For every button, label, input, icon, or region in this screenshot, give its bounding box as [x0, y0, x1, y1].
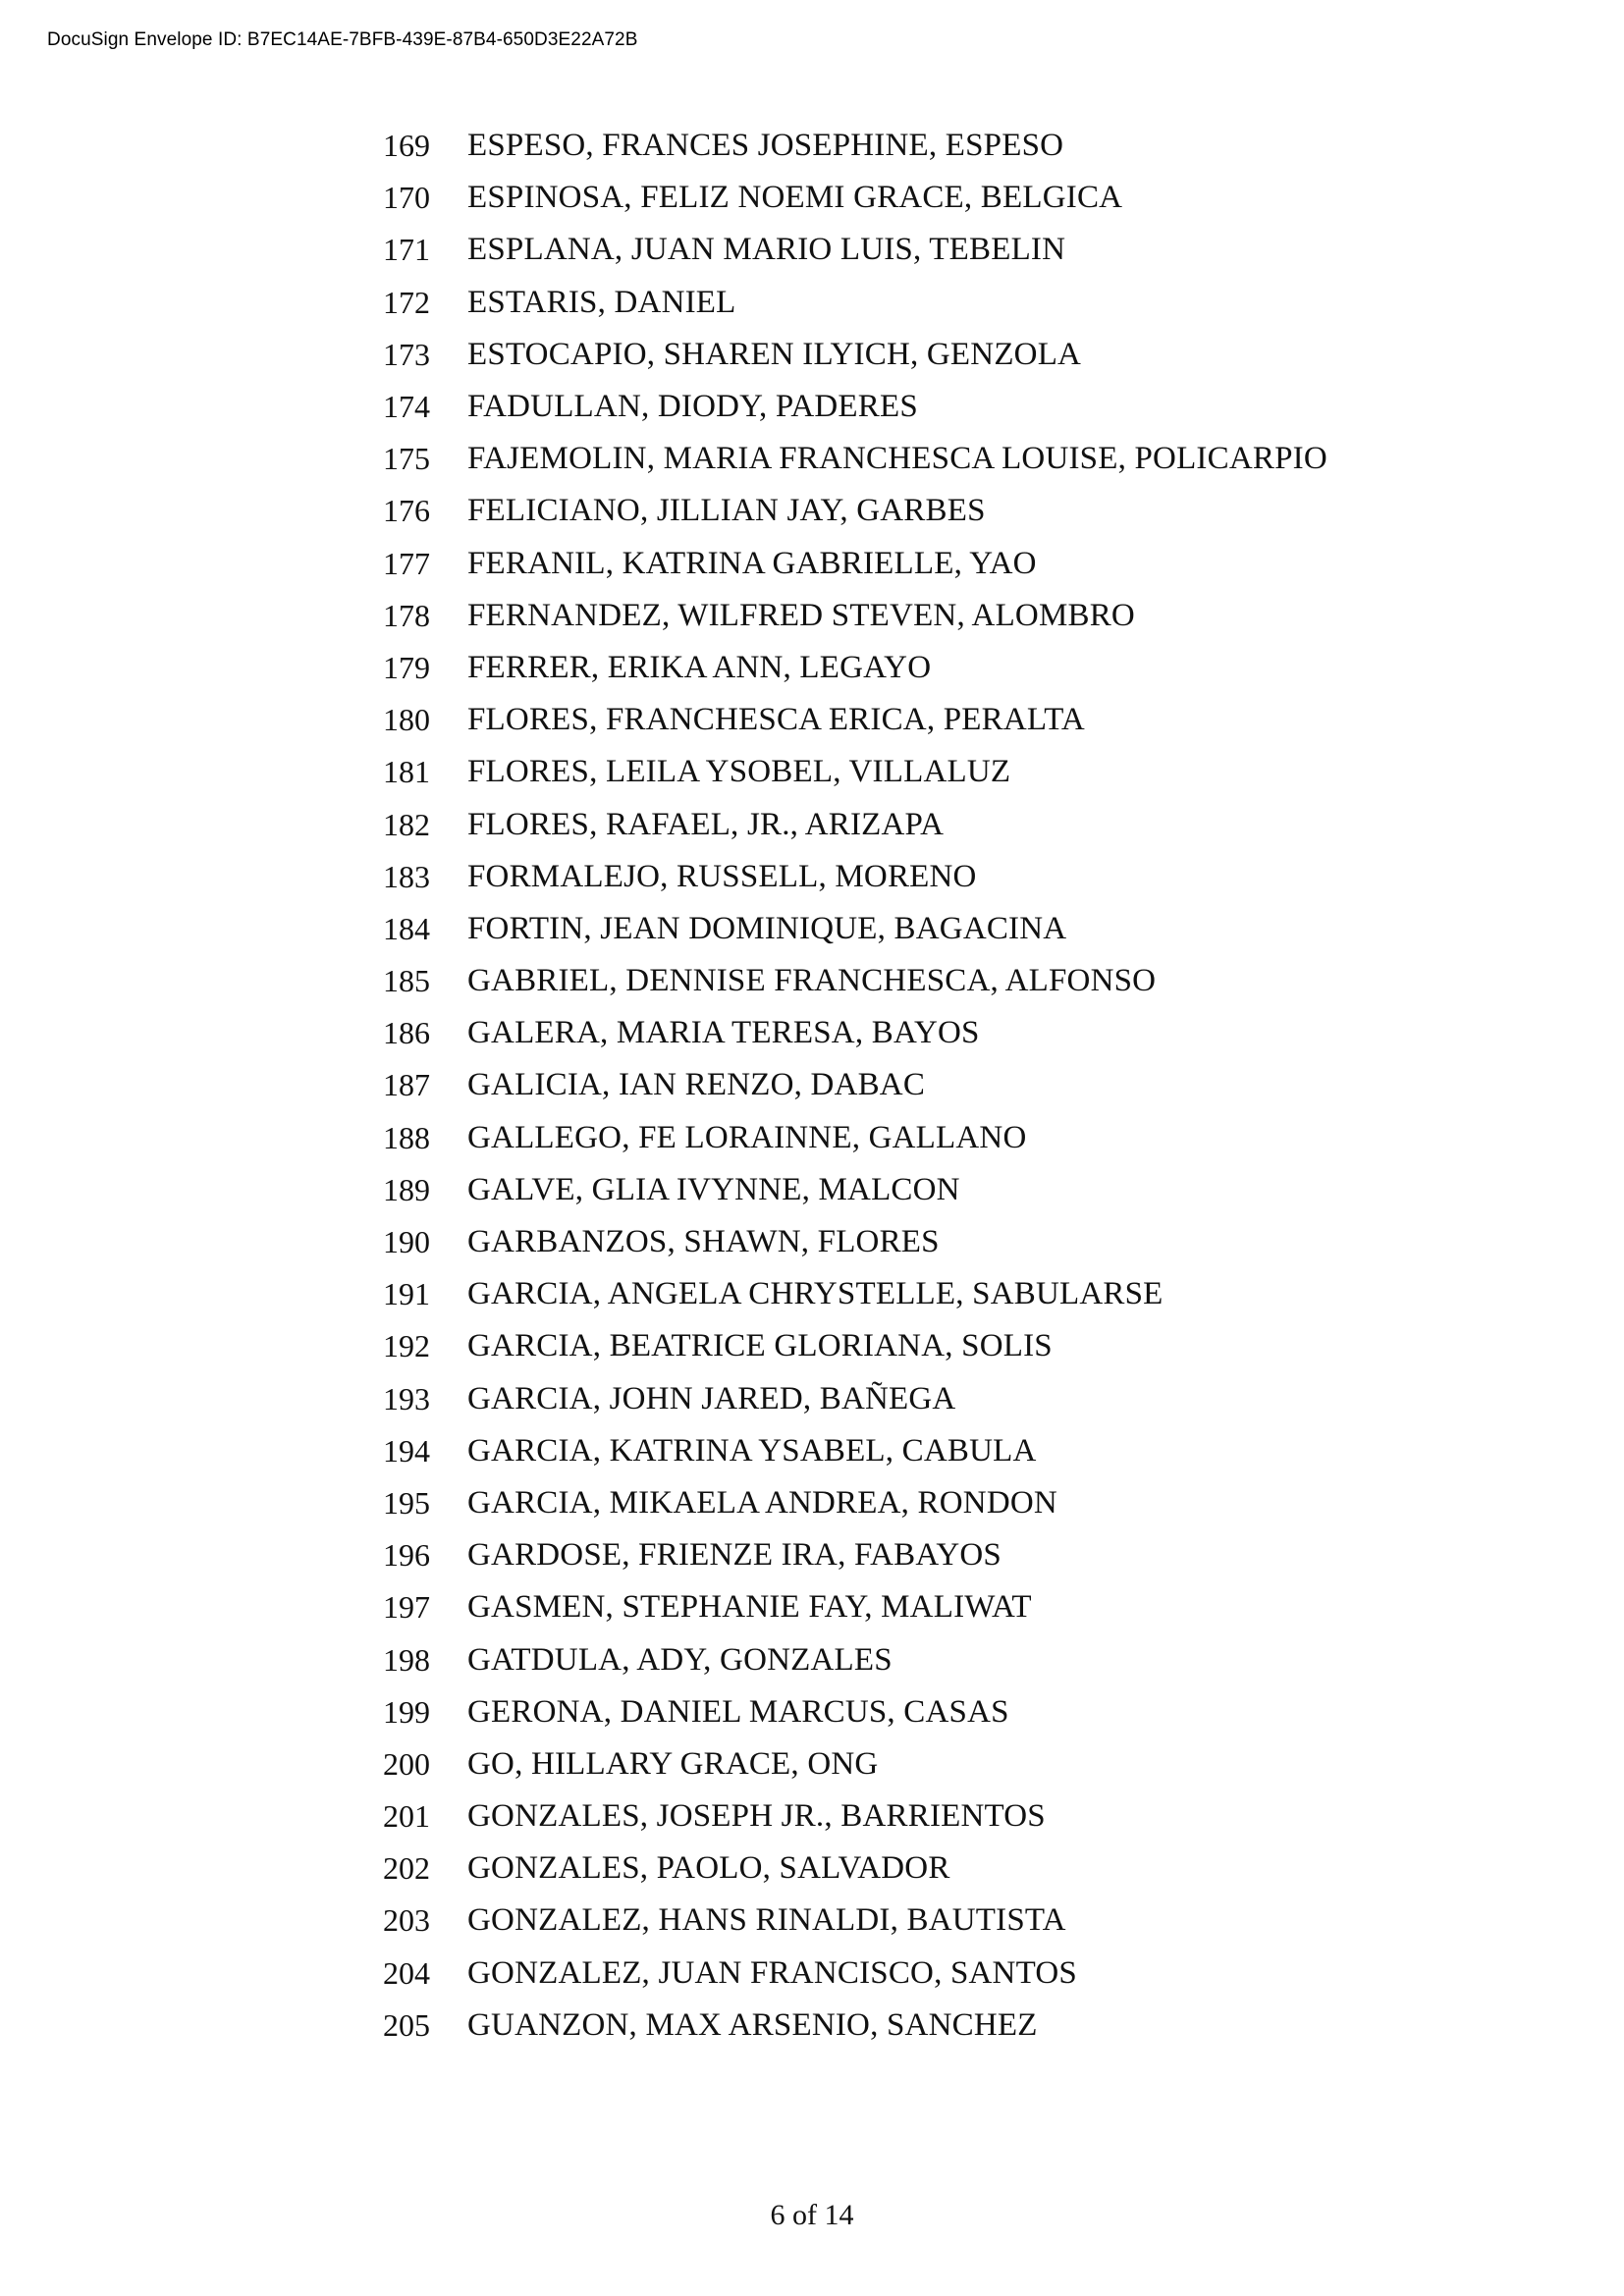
docusign-envelope-id: DocuSign Envelope ID: B7EC14AE-7BFB-439E-87B4-650D3E22A72B [47, 29, 638, 50]
entry-name: FLORES, RAFAEL, JR., ARIZAPA [467, 806, 945, 842]
entry-name: FORMALEJO, RUSSELL, MORENO [467, 858, 977, 894]
list-item [383, 1320, 1327, 1372]
entry-name: FLORES, FRANCHESCA ERICA, PERALTA [467, 702, 1085, 738]
entry-number: 175 [383, 441, 430, 477]
list-item [383, 1895, 1327, 1947]
entry-number: 186 [383, 1015, 430, 1051]
entry-name: GARBANZOS, SHAWN, FLORES [467, 1224, 940, 1260]
entry-name: GASMEN, STEPHANIE FAY, MALIWAT [467, 1589, 1032, 1626]
entry-number: 185 [383, 963, 430, 999]
entry-number: 181 [383, 754, 430, 790]
entry-name: FERANIL, KATRINA GABRIELLE, YAO [467, 545, 1037, 581]
entry-number: 195 [383, 1484, 430, 1521]
list-item [383, 2000, 1327, 2052]
entry-name: GALVE, GLIA IVYNNE, MALCON [467, 1171, 960, 1207]
entry-number: 194 [383, 1432, 430, 1468]
entry-name: FORTIN, JEAN DOMINIQUE, BAGACINA [467, 910, 1067, 946]
list-item [383, 538, 1327, 590]
list-item [383, 1633, 1327, 1685]
list-item [383, 1686, 1327, 1738]
list-item [383, 1842, 1327, 1895]
entry-name: GONZALEZ, HANS RINALDI, BAUTISTA [467, 1902, 1066, 1939]
list-item [383, 1373, 1327, 1425]
list-item [383, 120, 1327, 172]
entry-number: 188 [383, 1119, 430, 1155]
entry-number: 205 [383, 2006, 430, 2043]
list-item [383, 485, 1327, 537]
entry-name: GALLEGO, FE LORAINNE, GALLANO [467, 1119, 1027, 1155]
entry-number: 179 [383, 649, 430, 685]
list-item [383, 1216, 1327, 1268]
entry-number: 196 [383, 1537, 430, 1574]
entry-number: 198 [383, 1641, 430, 1678]
entry-name: GUANZON, MAX ARSENIO, SANCHEZ [467, 2006, 1038, 2043]
entry-name: GONZALEZ, JUAN FRANCISCO, SANTOS [467, 1954, 1077, 1991]
entry-name: GABRIEL, DENNISE FRANCHESCA, ALFONSO [467, 963, 1157, 999]
entry-number: 178 [383, 597, 430, 633]
entry-number: 187 [383, 1067, 430, 1103]
page-number: 6 of 14 [770, 2199, 854, 2231]
entry-name: GALERA, MARIA TERESA, BAYOS [467, 1015, 980, 1051]
entry-name: GARCIA, MIKAELA ANDREA, RONDON [467, 1484, 1057, 1521]
list-item [383, 1477, 1327, 1529]
list-item [383, 1529, 1327, 1581]
entry-name: ESPESO, FRANCES JOSEPHINE, ESPESO [467, 128, 1064, 164]
entry-number: 177 [383, 545, 430, 581]
list-item [383, 172, 1327, 224]
entry-number: 183 [383, 858, 430, 894]
list-item [383, 329, 1327, 381]
list-item [383, 1059, 1327, 1111]
list-item [383, 798, 1327, 850]
list-item [383, 1581, 1327, 1633]
entry-number: 204 [383, 1954, 430, 1991]
entry-name: FLORES, LEILA YSOBEL, VILLALUZ [467, 754, 1011, 790]
entry-number: 182 [383, 806, 430, 842]
entry-name: FELICIANO, JILLIAN JAY, GARBES [467, 493, 986, 529]
entry-name: ESPLANA, JUAN MARIO LUIS, TEBELIN [467, 232, 1066, 268]
entry-number: 203 [383, 1902, 430, 1939]
list-item [383, 224, 1327, 276]
list-item [383, 642, 1327, 694]
entry-name: GARCIA, JOHN JARED, BAÑEGA [467, 1380, 956, 1416]
list-item [383, 955, 1327, 1007]
entry-number: 169 [383, 128, 430, 164]
entry-name: ESTARIS, DANIEL [467, 284, 736, 320]
list-item [383, 1164, 1327, 1216]
entry-number: 193 [383, 1380, 430, 1416]
entry-number: 170 [383, 180, 430, 216]
list-item [383, 1790, 1327, 1842]
list-item [383, 433, 1327, 485]
entry-number: 201 [383, 1798, 430, 1835]
entry-name: FERNANDEZ, WILFRED STEVEN, ALOMBRO [467, 597, 1135, 633]
entry-name: GO, HILLARY GRACE, ONG [467, 1745, 879, 1782]
entry-name: GATDULA, ADY, GONZALES [467, 1641, 893, 1678]
entry-name: FAJEMOLIN, MARIA FRANCHESCA LOUISE, POLICARPIO [467, 441, 1327, 477]
entry-number: 189 [383, 1171, 430, 1207]
entry-number: 192 [383, 1328, 430, 1364]
list-item [383, 1112, 1327, 1164]
list-item [383, 1738, 1327, 1790]
list-item [383, 694, 1327, 746]
entry-number: 173 [383, 336, 430, 372]
entry-number: 172 [383, 284, 430, 320]
list-item [383, 746, 1327, 798]
entry-name: FADULLAN, DIODY, PADERES [467, 389, 918, 425]
entry-name: ESTOCAPIO, SHAREN ILYICH, GENZOLA [467, 336, 1082, 372]
entry-number: 199 [383, 1693, 430, 1730]
entry-name: GONZALES, PAOLO, SALVADOR [467, 1850, 950, 1887]
name-list [383, 120, 1327, 2052]
entry-name: GONZALES, JOSEPH JR., BARRIENTOS [467, 1798, 1046, 1835]
entry-name: FERRER, ERIKA ANN, LEGAYO [467, 649, 932, 685]
entry-name: ESPINOSA, FELIZ NOEMI GRACE, BELGICA [467, 180, 1123, 216]
entry-number: 171 [383, 232, 430, 268]
entry-number: 190 [383, 1224, 430, 1260]
entry-number: 200 [383, 1745, 430, 1782]
entry-name: GALICIA, IAN RENZO, DABAC [467, 1067, 926, 1103]
entry-name: GERONA, DANIEL MARCUS, CASAS [467, 1693, 1009, 1730]
entry-number: 184 [383, 910, 430, 946]
list-item [383, 1007, 1327, 1059]
list-item [383, 903, 1327, 955]
list-item [383, 277, 1327, 329]
entry-name: GARDOSE, FRIENZE IRA, FABAYOS [467, 1537, 1001, 1574]
entry-number: 174 [383, 389, 430, 425]
list-item [383, 1948, 1327, 2000]
list-item [383, 851, 1327, 903]
entry-name: GARCIA, KATRINA YSABEL, CABULA [467, 1432, 1037, 1468]
entry-number: 176 [383, 493, 430, 529]
entry-name: GARCIA, ANGELA CHRYSTELLE, SABULARSE [467, 1276, 1164, 1312]
entry-number: 191 [383, 1276, 430, 1312]
list-item [383, 1425, 1327, 1477]
list-item [383, 1268, 1327, 1320]
list-item [383, 590, 1327, 642]
list-item [383, 381, 1327, 433]
entry-number: 180 [383, 702, 430, 738]
entry-number: 202 [383, 1850, 430, 1887]
entry-name: GARCIA, BEATRICE GLORIANA, SOLIS [467, 1328, 1053, 1364]
entry-number: 197 [383, 1589, 430, 1626]
